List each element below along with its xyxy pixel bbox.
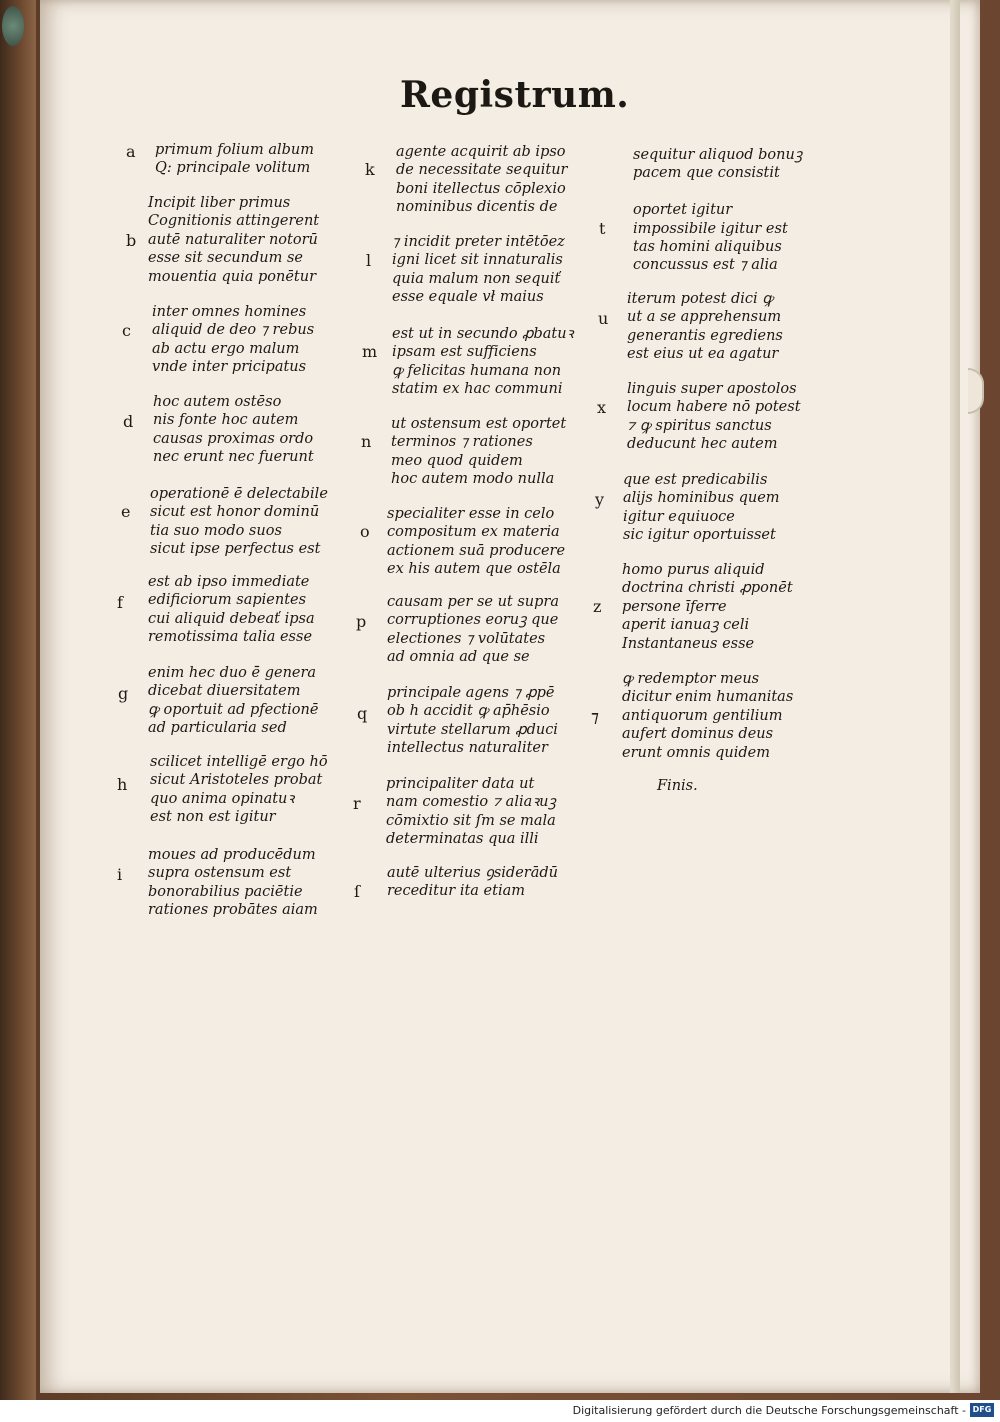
entry-line: aufert dominus deus xyxy=(622,726,774,743)
entry-line: statim ex hac communi xyxy=(392,381,563,398)
entry-text xyxy=(392,325,573,399)
signature-letter: e xyxy=(121,502,131,521)
entry-line: ob h accidit ꝙ ap̄hēsio xyxy=(387,703,550,720)
signature-letter: m xyxy=(362,342,378,361)
entry-text xyxy=(148,846,318,920)
entry-line: tas homini aliquibus xyxy=(633,238,782,255)
entry-line: ⁊ incidit preter intētōez xyxy=(392,234,565,250)
entry-text xyxy=(622,670,793,762)
entry-line: locum habere nō potest xyxy=(627,399,801,416)
page-edge xyxy=(950,0,960,1393)
entry-line: bonorabilius paciētie xyxy=(148,883,303,900)
entry-line: determinatas qua illi xyxy=(386,831,539,848)
entry-line: autē naturaliter notorū xyxy=(148,231,318,248)
entry-line: inter omnes homines xyxy=(152,304,307,320)
entry-line: scilicet intelligē ergo hō xyxy=(150,754,328,770)
entry-line: deducunt hec autem xyxy=(627,436,778,453)
entry-line: primum folium album xyxy=(155,142,315,158)
entry-line: ꝙ felicitas humana non xyxy=(392,362,562,379)
entry-line: sequitur aliquod bonuꝫ xyxy=(633,147,803,163)
entry-line: principaliter data ut xyxy=(386,776,535,792)
entry-line: corruptiones eoruꝫ que xyxy=(387,612,559,629)
entry-line: igni licet sit innaturalis xyxy=(392,252,563,269)
entry-line: quia malum non sequiť xyxy=(392,270,561,287)
entry-line: ex his autem que ostēla xyxy=(387,561,561,578)
entry-line: terminos ⁊ rationes xyxy=(391,434,533,451)
entry-line: Incipit liber primus xyxy=(148,195,291,211)
signature-letter: a xyxy=(126,142,136,161)
entry-line: intellectus naturaliter xyxy=(387,740,548,757)
entry-line: aperit ianuaꝫ celi xyxy=(622,617,750,634)
binding-clasp xyxy=(2,6,24,46)
entry-text xyxy=(633,146,802,275)
entry-line: supra ostensum est xyxy=(148,865,292,882)
entry-line: vnde inter pricipatus xyxy=(152,359,307,376)
entry-line: est ab ipso immediate xyxy=(148,574,310,590)
entry-line: rationes probātes aiam xyxy=(148,902,318,919)
entry-line: ad particularia sed xyxy=(148,720,287,737)
entry-line: dicebat diuersitatem xyxy=(148,683,301,700)
entry-line: Instantaneus esse xyxy=(622,635,755,652)
entry-line: ꝙ redemptor meus xyxy=(622,671,760,687)
finis-label: Finis. xyxy=(657,778,698,794)
entry-text xyxy=(387,593,559,667)
entry-line: antiquorum gentilium xyxy=(622,707,783,724)
signature-letter: f xyxy=(117,593,123,612)
entry-text xyxy=(387,864,558,901)
entry-line: receditur ita etiam xyxy=(387,883,525,900)
footer-credit: Digitalisierung gefördert durch die Deutsche Forschungsgemeinschaft - xyxy=(572,1404,966,1417)
entry-line: dicitur enim humanitas xyxy=(622,689,794,706)
entry-line: moues ad producēdum xyxy=(148,847,316,863)
entry-line: impossibile igitur est xyxy=(633,220,788,237)
page-title: Registrum. xyxy=(400,74,630,116)
entry-text xyxy=(391,415,566,489)
entry-line: causam per se ut supra xyxy=(387,594,559,610)
entry-line: de necessitate sequitur xyxy=(396,162,568,179)
entry-line: sic igitur oportuisset xyxy=(623,527,776,544)
entry-line: que est predicabilis xyxy=(623,472,768,488)
entry-line: causas proximas ordo xyxy=(153,430,314,447)
entry-line: sicut ipse perfectus est xyxy=(150,541,321,558)
signature-letter: i xyxy=(117,865,123,884)
entry-line: compositum ex materia xyxy=(387,524,560,541)
entry-line: hoc autem ostēso xyxy=(153,394,282,410)
entry-text xyxy=(387,684,558,758)
entry-line: boni itellectus cōplexio xyxy=(396,180,566,197)
entry-line: tia suo modo suos xyxy=(150,522,282,539)
entry-text xyxy=(627,380,801,454)
signature-letter: ſ xyxy=(354,882,360,901)
entry-line: generantis egrediens xyxy=(627,327,783,344)
entry-line: ⁊ ꝙ spiritus sanctus xyxy=(627,417,772,434)
entry-line: agente acquirit ab ipso xyxy=(396,144,566,160)
entry-line: homo purus aliquid xyxy=(622,562,765,578)
entry-line: est ut in secundo ꝓbatuꝛ xyxy=(392,326,574,342)
entry-line: concussus est ⁊ alia xyxy=(633,257,778,274)
entry-text xyxy=(155,141,314,178)
entry-line: alijs hominibus quem xyxy=(623,490,780,507)
entry-line: ab actu ergo malum xyxy=(152,340,300,357)
entry-line: remotissima talia esse xyxy=(148,629,313,646)
entry-line: ꝙ oportuit ad pfectionē xyxy=(148,701,319,718)
entry-line: doctrina christi ꝓponēt xyxy=(622,580,793,597)
entry-line: igitur equiuoce xyxy=(623,508,735,525)
signature-letter: n xyxy=(361,432,372,451)
entry-line: autē ulterius ꝯsiderādū xyxy=(387,865,558,881)
entry-line: aliquid de deo ⁊ rebus xyxy=(152,322,315,339)
entry-line xyxy=(633,183,802,201)
entry-line: hoc autem modo nulla xyxy=(391,471,555,488)
entry-line: esse equale vł maius xyxy=(392,289,544,306)
entry-line: virtute stellarum ꝓduci xyxy=(387,721,558,738)
entry-line: nis fonte hoc autem xyxy=(153,412,299,429)
entry-text xyxy=(387,505,565,579)
signature-letter: b xyxy=(126,231,137,250)
signature-letter: y xyxy=(595,490,605,509)
dfg-logo: DFG xyxy=(970,1403,994,1417)
entry-line: linguis super apostolos xyxy=(627,381,797,397)
signature-letter: l xyxy=(366,251,372,270)
entry-text xyxy=(148,194,319,286)
signature-letter: ⁊ xyxy=(591,707,599,726)
entry-line: actionem suā producere xyxy=(387,542,566,559)
signature-letter: r xyxy=(353,794,361,813)
entry-line: iterum potest dici ꝙ xyxy=(627,291,774,307)
entry-line: Cognitionis attingerent xyxy=(148,213,320,230)
entry-line: sicut est honor dominū xyxy=(150,504,320,521)
entry-line: electiones ⁊ volūtates xyxy=(387,630,546,647)
entry-line: esse sit secundum se xyxy=(148,250,303,267)
entry-line: principale agens ⁊ ꝓpē xyxy=(387,685,555,701)
entry-line: quo anima opinatuꝛ xyxy=(150,790,295,807)
entry-text xyxy=(148,573,315,647)
footer-bar xyxy=(0,1400,1000,1422)
signature-letter: o xyxy=(360,522,370,541)
signature-letter: x xyxy=(597,398,607,417)
entry-line: est non est igitur xyxy=(150,809,276,826)
entry-line: ut ostensum est oportet xyxy=(391,416,567,432)
signature-letter: p xyxy=(356,612,367,631)
signature-letter: c xyxy=(122,321,131,340)
entry-line: persone īferre xyxy=(622,598,727,615)
entry-line: meo quod quidem xyxy=(391,452,523,469)
signature-letter: t xyxy=(599,219,606,238)
signature-letter: k xyxy=(365,160,375,179)
entry-line: edificiorum sapientes xyxy=(148,592,307,609)
entry-line: operationē ē delectabile xyxy=(150,486,328,502)
entry-text xyxy=(392,233,565,307)
entry-line: sicut Aristoteles probat xyxy=(150,772,323,789)
entry-line: cōmixtio sit ſm se mala xyxy=(386,812,556,829)
entry-text xyxy=(148,664,318,738)
entry-line: enim hec duo ē̄ genera xyxy=(148,665,317,681)
entry-line: pacem que consistit xyxy=(633,165,780,182)
entry-line: cui aliquid debeať ipsa xyxy=(148,610,315,627)
entry-line: ipsam est sufficiens xyxy=(392,344,537,361)
entry-line: mouentia quia ponētur xyxy=(148,268,316,285)
entry-text xyxy=(627,290,783,364)
entry-text xyxy=(152,303,314,377)
entry-line: specialiter esse in celo xyxy=(387,506,555,522)
entry-line: oportet igitur xyxy=(633,202,733,219)
entry-line: erunt omnis quidem xyxy=(622,744,771,761)
entry-line: ut a se apprehensum xyxy=(627,309,782,326)
entry-line: Q: principale volitum xyxy=(155,160,311,177)
entry-text xyxy=(396,143,567,217)
entry-line: nec erunt nec fuerunt xyxy=(153,449,314,466)
entry-line: est eius ut ea agatur xyxy=(627,346,779,363)
signature-letter: q xyxy=(357,704,368,723)
entry-text xyxy=(386,775,556,849)
entry-line: ad omnia ad que se xyxy=(387,649,530,666)
signature-letter: d xyxy=(123,412,134,431)
signature-letter: u xyxy=(598,309,609,328)
entry-text xyxy=(150,753,328,827)
signature-letter: g xyxy=(118,684,129,703)
entry-text xyxy=(622,561,793,653)
signature-letter: z xyxy=(593,597,602,616)
entry-text xyxy=(623,471,780,545)
entry-text xyxy=(150,485,328,559)
signature-letter: h xyxy=(117,775,128,794)
entry-line: nam comestio ⁊ aliaꝛuꝫ xyxy=(386,794,556,811)
book-binding xyxy=(0,0,36,1400)
entry-text xyxy=(153,393,314,467)
entry-line: nominibus dicentis de xyxy=(396,199,558,216)
